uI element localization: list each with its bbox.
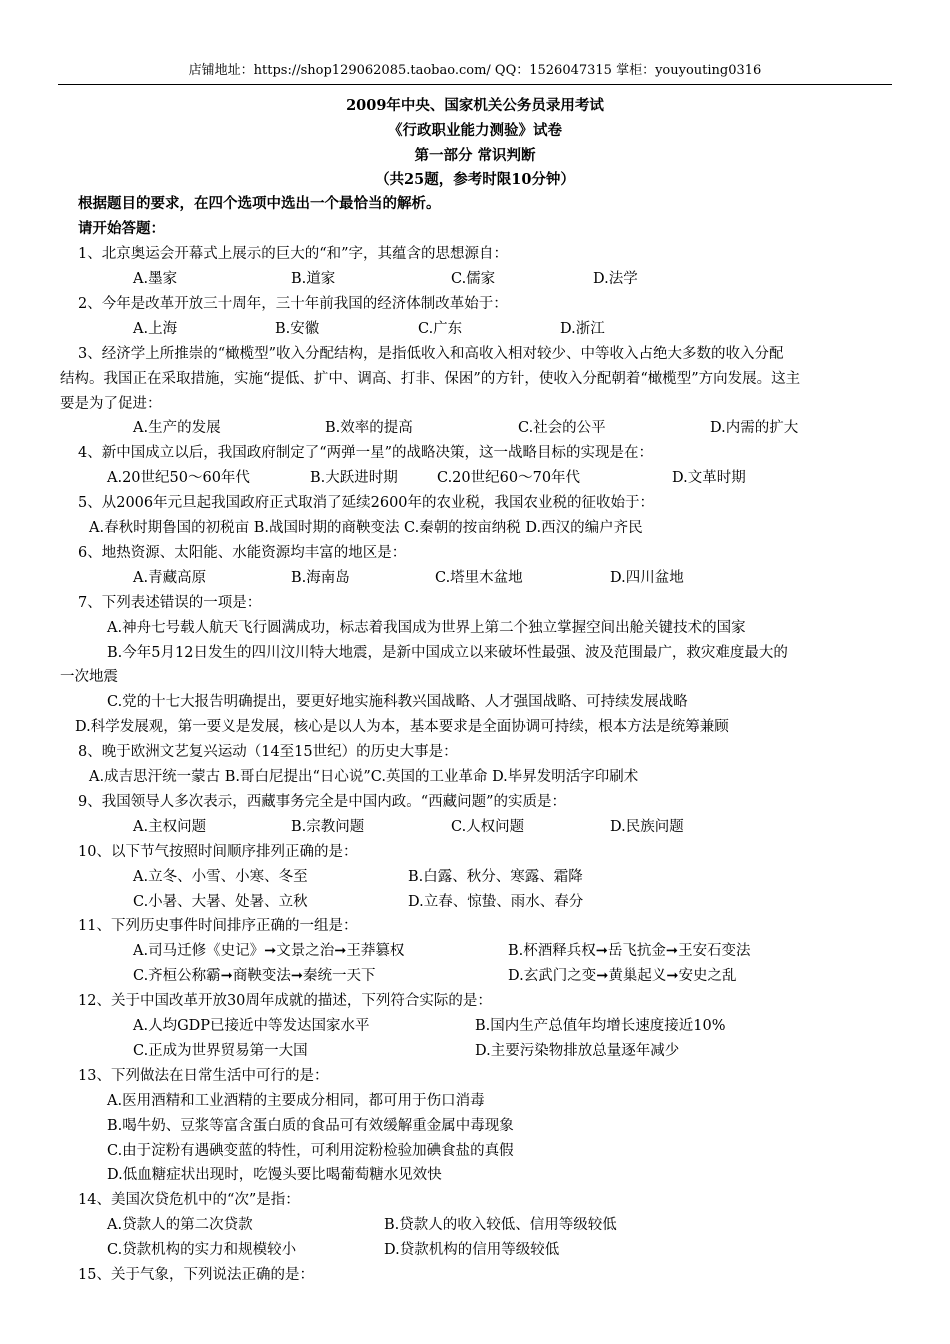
q11-option-a: A.司马迁修《史记》➞文景之治➞王莽篡权	[133, 943, 405, 959]
question-7: 7、下列表述错误的一项是：	[78, 595, 262, 611]
q2-option-d: D.浙江	[560, 321, 605, 337]
question-3-line-3: 要是为了促进：	[60, 396, 162, 412]
q7-option-d: D.科学发展观，第一要义是发展，核心是以人为本，基本要求是全面协调可持续，根本方法是统筹兼顾	[75, 719, 729, 735]
q13-option-d: D.低血糖症状出现时，吃馒头要比喝葡萄糖水见效快	[107, 1167, 442, 1183]
q7-option-b-cont: 一次地震	[60, 669, 118, 685]
q11-option-d: D.玄武门之变➞黄巢起义➞安史之乱	[508, 968, 737, 984]
q10-option-d: D.立春、惊蛰、雨水、春分	[408, 894, 584, 910]
q2-option-c: C.广东	[418, 321, 463, 337]
q10-option-a: A.立冬、小雪、小寒、冬至	[133, 869, 308, 885]
q6-option-c: C.塔里木盆地	[435, 570, 523, 586]
q13-option-a: A.医用酒精和工业酒精的主要成分相同，都可用于伤口消毒	[107, 1093, 485, 1109]
exam-title: 2009年中央、国家机关公务员录用考试	[346, 97, 604, 114]
q12-option-b: B.国内生产总值年均增长速度接近10%	[475, 1018, 726, 1034]
section-info: （共25题，参考时限10分钟）	[375, 171, 575, 188]
q11-option-c: C.齐桓公称霸➞商鞅变法➞秦统一天下	[133, 968, 376, 984]
q2-option-a: A.上海	[133, 321, 178, 337]
question-6: 6、地热资源、太阳能、水能资源均丰富的地区是：	[78, 545, 407, 561]
q9-option-a: A.主权问题	[133, 819, 207, 835]
q2-option-b: B.安徽	[275, 321, 320, 337]
q10-option-b: B.白露、秋分、寒露、霜降	[408, 869, 583, 885]
q12-option-d: D.主要污染物排放总量逐年减少	[475, 1043, 680, 1059]
q9-option-d: D.民族问题	[610, 819, 684, 835]
shop-header: 店铺地址：https://shop129062085.taobao.com/ QQ：1526047315 掌柜：youyouting0316	[58, 58, 892, 85]
q14-option-b: B.贷款人的收入较低、信用等级较低	[384, 1217, 617, 1233]
q5-options: A.春秋时期鲁国的初税亩 B.战国时期的商鞅变法 C.秦朝的按亩纳税 D.西汉的编户齐民	[89, 520, 643, 536]
q4-option-c: C.20世纪60～70年代	[437, 470, 581, 486]
q3-option-a: A.生产的发展	[133, 420, 221, 436]
question-13: 13、下列做法在日常生活中可行的是：	[78, 1068, 329, 1084]
question-15: 15、关于气象，下列说法正确的是：	[78, 1267, 314, 1283]
question-10: 10、以下节气按照时间顺序排列正确的是：	[78, 844, 358, 860]
q9-option-c: C.人权问题	[451, 819, 525, 835]
question-11: 11、下列历史事件时间排序正确的一组是：	[78, 918, 358, 934]
q4-option-d: D.文革时期	[672, 470, 746, 486]
question-2: 2、今年是改革开放三十周年，三十年前我国的经济体制改革始于：	[78, 296, 508, 312]
q1-option-b: B.道家	[291, 271, 336, 287]
start-label: 请开始答题：	[78, 220, 165, 237]
q8-options: A.成吉思汗统一蒙古 B.哥白尼提出“日心说”C.英国的工业革命 D.毕昇发明活字印刷术	[89, 769, 639, 785]
question-4: 4、新中国成立以后，我国政府制定了“两弹一星”的战略决策，这一战略目标的实现是在：	[78, 445, 654, 461]
q3-option-d: D.内需的扩大	[710, 420, 799, 436]
q3-option-c: C.社会的公平	[518, 420, 606, 436]
q1-option-c: C.儒家	[451, 271, 496, 287]
q14-option-c: C.贷款机构的实力和规模较小	[107, 1242, 297, 1258]
q10-option-c: C.小暑、大暑、处暑、立秋	[133, 894, 308, 910]
question-3-line-1: 3、经济学上所推崇的“橄榄型”收入分配结构，是指低收入和高收入相对较少、中等收入占绝大多数的收入分配	[78, 346, 784, 362]
question-3-line-2: 结构。我国正在采取措施，实施“提低、扩中、调高、打非、保困”的方针，使收入分配朝着“橄榄型”方向发展。这主	[60, 371, 801, 387]
q13-option-b: B.喝牛奶、豆浆等富含蛋白质的食品可有效缓解重金属中毒现象	[107, 1118, 514, 1134]
q14-option-d: D.贷款机构的信用等级较低	[384, 1242, 560, 1258]
q14-option-a: A.贷款人的第二次贷款	[107, 1217, 253, 1233]
instruction: 根据题目的要求，在四个选项中选出一个最恰当的解析。	[78, 195, 441, 212]
question-5: 5、从2006年元旦起我国政府正式取消了延续2600年的农业税，我国农业税的征收始于：	[78, 495, 655, 511]
question-1: 1、北京奥运会开幕式上展示的巨大的“和”字，其蕴含的思想源自：	[78, 246, 509, 262]
q7-option-a: A.神舟七号载人航天飞行圆满成功，标志着我国成为世界上第二个独立掌握空间出舱关键技术的国家	[107, 620, 746, 636]
q7-option-c: C.党的十七大报告明确提出，要更好地实施科教兴国战略、人才强国战略、可持续发展战略	[107, 694, 688, 710]
q1-option-a: A.墨家	[133, 271, 178, 287]
q4-option-a: A.20世纪50～60年代	[107, 470, 250, 486]
q4-option-b: B.大跃进时期	[310, 470, 398, 486]
question-12: 12、关于中国改革开放30周年成就的描述，下列符合实际的是：	[78, 993, 492, 1009]
q6-option-a: A.青藏高原	[133, 570, 207, 586]
q12-option-c: C.正成为世界贸易第一大国	[133, 1043, 308, 1059]
q1-option-d: D.法学	[593, 271, 638, 287]
question-14: 14、美国次贷危机中的“次”是指：	[78, 1192, 300, 1208]
q11-option-b: B.杯酒释兵权➞岳飞抗金➞王安石变法	[508, 943, 751, 959]
q12-option-a: A.人均GDP已接近中等发达国家水平	[133, 1018, 370, 1034]
q9-option-b: B.宗教问题	[291, 819, 365, 835]
q6-option-d: D.四川盆地	[610, 570, 684, 586]
q13-option-c: C.由于淀粉有遇碘变蓝的特性，可利用淀粉检验加碘食盐的真假	[107, 1143, 514, 1159]
question-9: 9、我国领导人多次表示，西藏事务完全是中国内政。“西藏问题”的实质是：	[78, 794, 567, 810]
question-8: 8、晚于欧洲文艺复兴运动（14至15世纪）的历史大事是：	[78, 744, 458, 760]
q3-option-b: B.效率的提高	[325, 420, 413, 436]
exam-subtitle: 《行政职业能力测验》试卷	[388, 122, 562, 139]
q6-option-b: B.海南岛	[291, 570, 350, 586]
q7-option-b: B.今年5月12日发生的四川汶川特大地震，是新中国成立以来破坏性最强、波及范围最广，救灾难度最大的	[107, 645, 788, 661]
section-title: 第一部分 常识判断	[414, 147, 536, 164]
